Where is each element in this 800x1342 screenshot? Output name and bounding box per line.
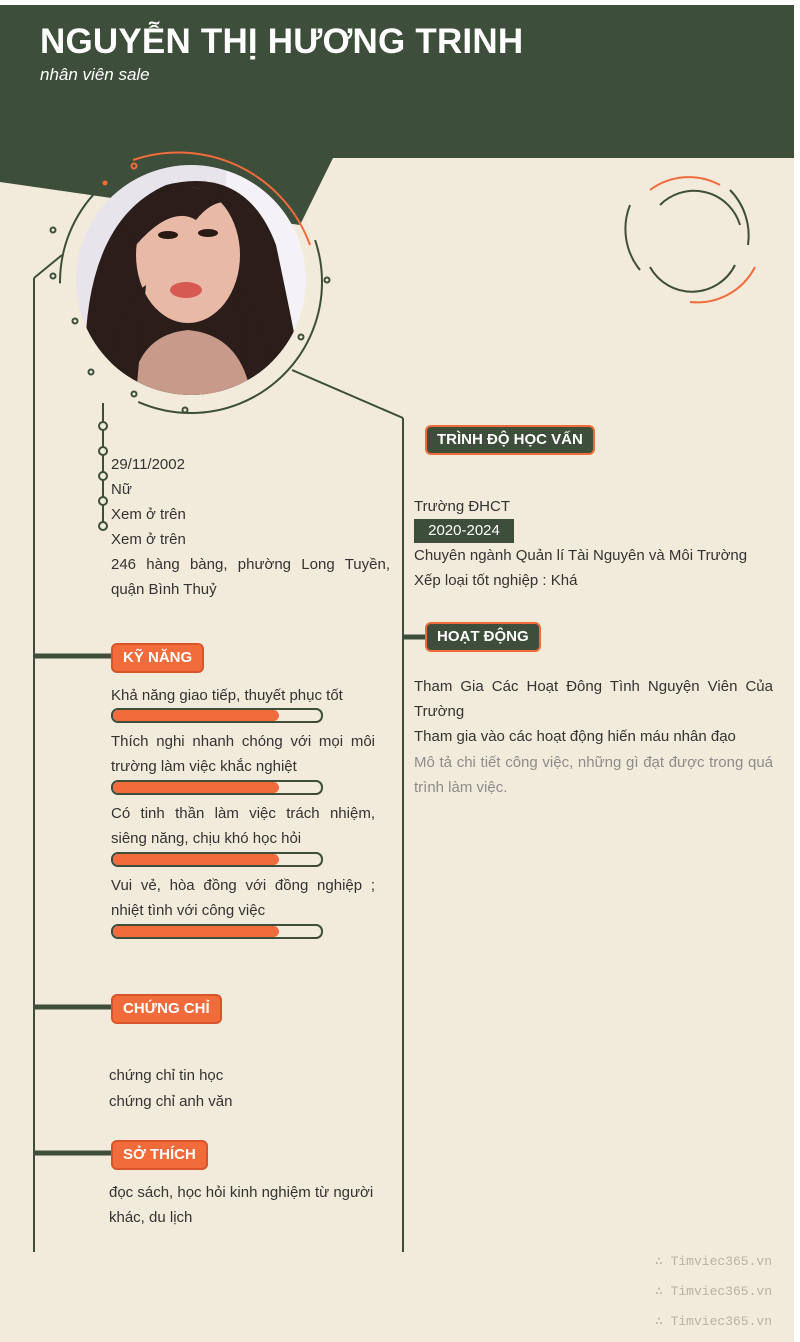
gender: Nữ — [111, 481, 132, 498]
education-years: 2020-2024 — [414, 519, 514, 543]
watermark: ∴ Timviec365.vn — [654, 1284, 772, 1299]
skill-level-bar — [111, 780, 323, 795]
skill-level-bar — [111, 708, 323, 723]
phone: Xem ở trên — [111, 506, 186, 523]
certificates-heading: CHỨNG CHỈ — [111, 994, 222, 1024]
certificate-item: chứng chỉ tin học — [109, 1067, 224, 1084]
skill-level-bar — [111, 852, 323, 867]
corner-rings-decoration — [625, 177, 755, 302]
job-title: nhân viên sale — [40, 65, 150, 84]
hobbies-heading: SỞ THÍCH — [111, 1140, 208, 1170]
skill-label: Khả năng giao tiếp, thuyết phục tốt — [111, 687, 343, 704]
activity-item: Tham Gia Các Hoạt Đông Tình Nguyện Viên Của Trường — [414, 678, 773, 720]
birthday: 29/11/2002 — [111, 456, 185, 473]
hobbies-text: đọc sách, học hỏi kinh nghiệm từ người khác, du lịch — [109, 1184, 374, 1226]
skill-level-bar — [111, 924, 323, 939]
certificate-item: chứng chỉ anh văn — [109, 1093, 233, 1110]
watermark-text: Timviec365.vn — [670, 1314, 772, 1329]
activity-item: Tham gia vào các hoạt động hiến máu nhân đạo — [414, 728, 736, 745]
skill-label: Vui vẻ, hòa đồng với đồng nghiệp ; nhiệt tình với công việc — [111, 877, 375, 919]
skill-label: Có tinh thần làm việc trách nhiệm, siêng năng, chịu khó học hỏi — [111, 805, 375, 847]
education-heading: TRÌNH ĐỘ HỌC VẤN — [425, 425, 595, 455]
candidate-name: NGUYỄN THỊ HƯƠNG TRINH — [40, 22, 524, 61]
watermark: ∴ Timviec365.vn — [654, 1254, 772, 1269]
cv-page — [0, 5, 794, 1342]
activities-heading: HOẠT ĐỘNG — [425, 622, 541, 652]
education-major: Chuyên ngành Quản lí Tài Nguyên và Môi Trường — [414, 547, 748, 564]
activity-placeholder: Mô tả chi tiết công việc, những gì đạt được trong quá trình làm việc. — [414, 754, 773, 796]
watermark-text: Timviec365.vn — [670, 1254, 772, 1269]
skills-heading: KỸ NĂNG — [111, 643, 204, 673]
education-grade: Xếp loại tốt nghiệp : Khá — [414, 572, 578, 589]
address: 246 hàng bàng, phường Long Tuyền, quận Bình Thuỷ — [111, 556, 390, 598]
watermark: ∴ Timviec365.vn — [654, 1314, 772, 1329]
email: Xem ở trên — [111, 531, 186, 548]
avatar — [76, 165, 306, 395]
watermark-text: Timviec365.vn — [670, 1284, 772, 1299]
school-name: Trường ĐHCT — [414, 498, 510, 515]
skill-label: Thích nghi nhanh chóng với mọi môi trường làm việc khắc nghiệt — [111, 733, 375, 775]
